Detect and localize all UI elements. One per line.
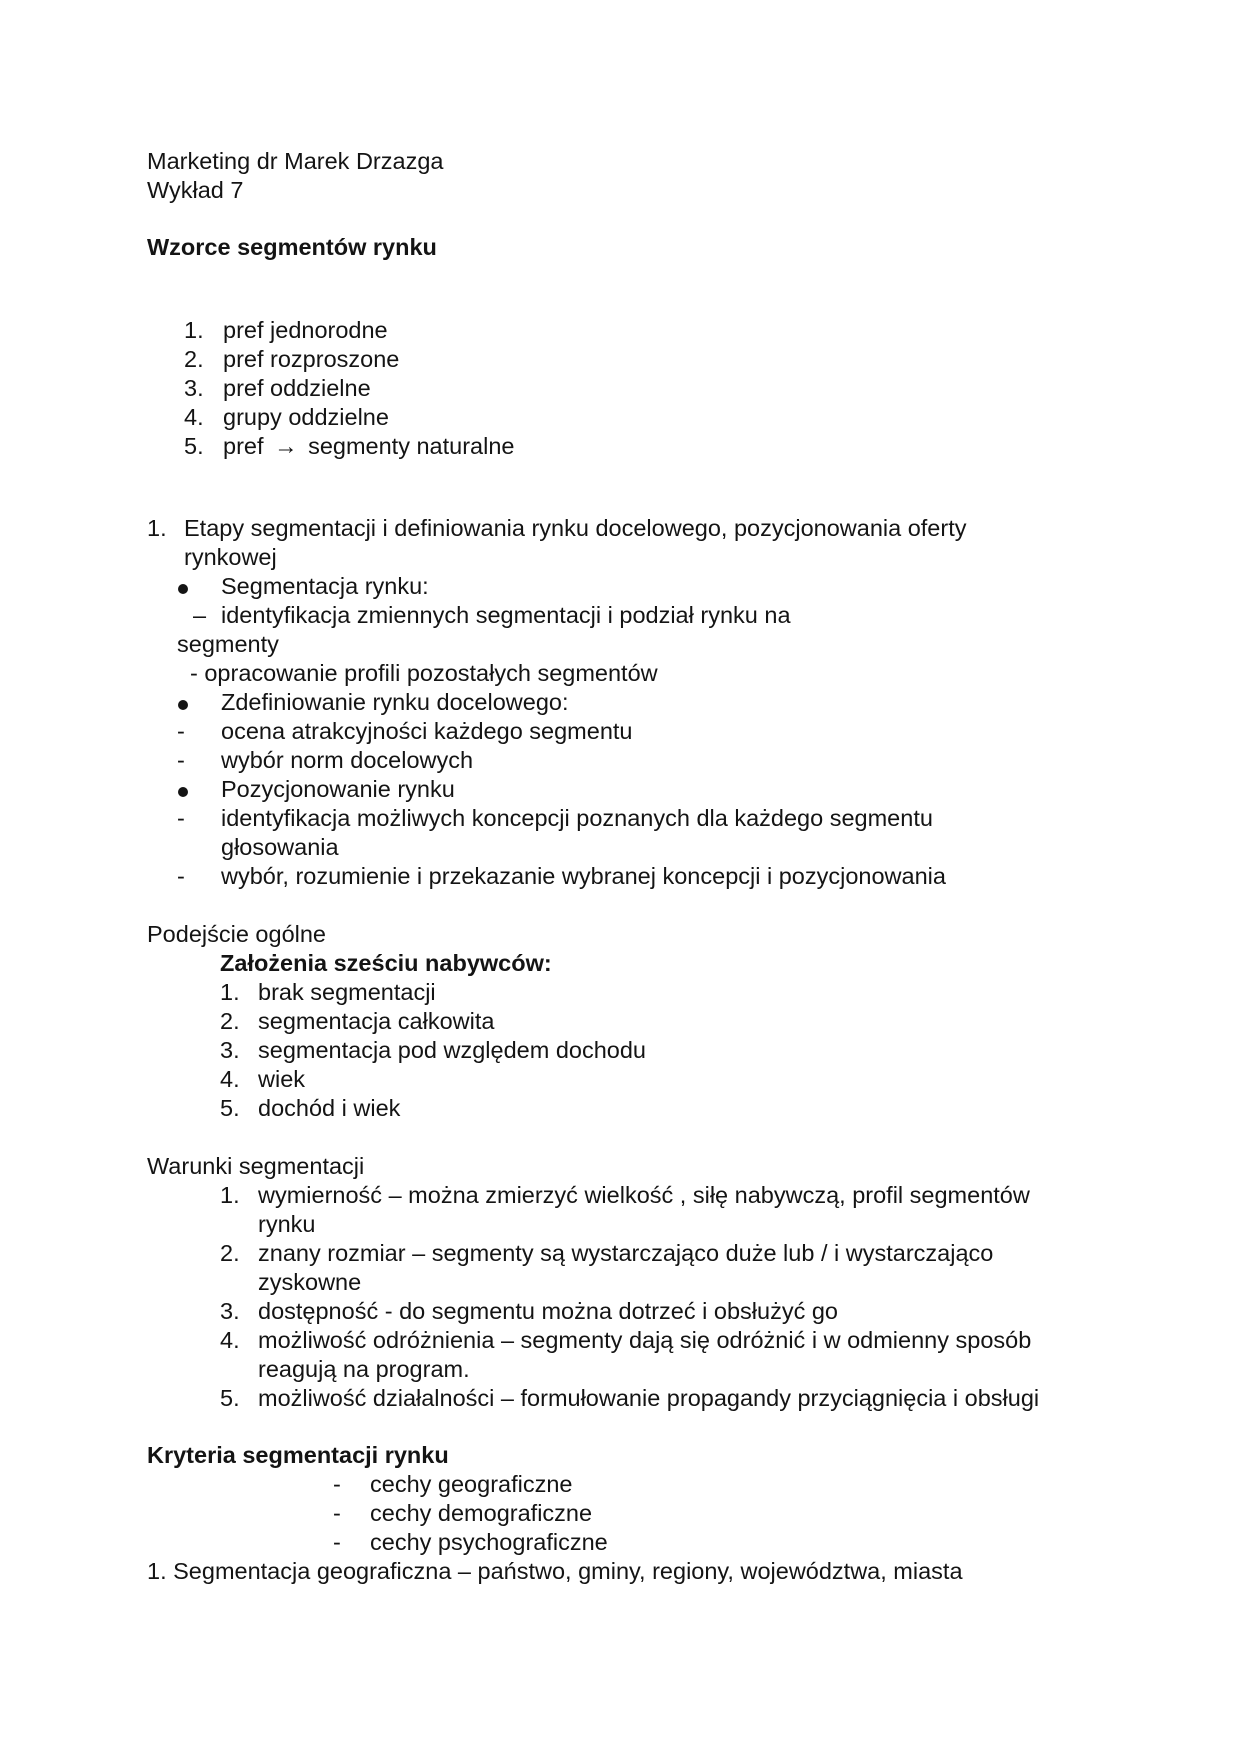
list-item: możliwość odróżnienia – segmenty dają się odróżnić i w odmienny sposób bbox=[258, 1327, 1032, 1353]
list-item: znany rozmiar – segmenty są wystarczająco duże lub / i wystarczająco bbox=[258, 1240, 994, 1266]
list-number: 4. bbox=[184, 404, 204, 430]
list-number: 3. bbox=[184, 375, 204, 401]
bullet-icon bbox=[178, 584, 188, 594]
list-item-cont: zyskowne bbox=[258, 1269, 362, 1295]
dash-marker: - bbox=[177, 747, 185, 773]
section2-title-line2: rynkowej bbox=[184, 544, 277, 570]
dash-text: - opracowanie profili pozostałych segmentów bbox=[190, 660, 658, 686]
list-item: grupy oddzielne bbox=[223, 404, 389, 430]
header-line-2: Wykład 7 bbox=[147, 177, 244, 203]
list-number: 4. bbox=[220, 1327, 240, 1353]
list-number: 2. bbox=[220, 1240, 240, 1266]
dash-marker: - bbox=[177, 863, 185, 889]
list-item: segmentacja pod względem dochodu bbox=[258, 1037, 647, 1063]
list-number: 1. bbox=[220, 979, 240, 1005]
section-title-kryteria: Kryteria segmentacji rynku bbox=[147, 1442, 449, 1468]
header-line-1: Marketing dr Marek Drzazga bbox=[147, 148, 444, 174]
bullet-text: Pozycjonowanie rynku bbox=[221, 776, 455, 802]
dash-text-cont: segmenty bbox=[177, 631, 279, 657]
list-number: 5. bbox=[184, 433, 204, 459]
dash-text: identyfikacja możliwych koncepcji poznanych dla każdego segmentu bbox=[221, 805, 933, 831]
segmentation-geo-line: 1. Segmentacja geograficzna – państwo, gminy, regiony, województwa, miasta bbox=[147, 1558, 963, 1584]
list-item-cont: reagują na program. bbox=[258, 1356, 470, 1382]
bullet-icon bbox=[178, 787, 188, 797]
list-number: 5. bbox=[220, 1095, 240, 1121]
section-title-warunki: Warunki segmentacji bbox=[147, 1153, 365, 1179]
dash-text: wybór, rozumienie i przekazanie wybranej koncepcji i pozycjonowania bbox=[221, 863, 946, 889]
list-number: 5. bbox=[220, 1385, 240, 1411]
list-number: 3. bbox=[220, 1298, 240, 1324]
list-number: 3. bbox=[220, 1037, 240, 1063]
dash-text: ocena atrakcyjności każdego segmentu bbox=[221, 718, 633, 744]
list-item: możliwość działalności – formułowanie propagandy przyciągnięcia i obsługi bbox=[258, 1385, 1040, 1411]
bullet-icon bbox=[178, 700, 188, 710]
list-item: segmentacja całkowita bbox=[258, 1008, 495, 1034]
list-number: 1. bbox=[147, 515, 167, 541]
list-item: dostępność - do segmentu można dotrzeć i obsłużyć go bbox=[258, 1298, 838, 1324]
dash-marker: - bbox=[177, 805, 185, 831]
section-title-wzorce: Wzorce segmentów rynku bbox=[147, 234, 437, 260]
bullet-text: Segmentacja rynku: bbox=[221, 573, 429, 599]
list-item: dochód i wiek bbox=[258, 1095, 401, 1121]
section2-title-line1: Etapy segmentacji i definiowania rynku docelowego, pozycjonowania oferty bbox=[184, 515, 967, 541]
list-item: cechy demograficzne bbox=[370, 1500, 593, 1526]
dash-marker: - bbox=[177, 718, 185, 744]
list-number: 2. bbox=[184, 346, 204, 372]
list-item bbox=[223, 432, 514, 461]
endash-marker: – bbox=[193, 602, 207, 628]
dash-marker: - bbox=[333, 1471, 341, 1497]
dash-text: wybór norm docelowych bbox=[221, 747, 474, 773]
section-subtitle-zalozenia: Założenia sześciu nabywców: bbox=[220, 950, 552, 976]
list-item: wymierność – można zmierzyć wielkość , siłę nabywczą, profil segmentów bbox=[258, 1182, 1030, 1208]
dash-text-cont: głosowania bbox=[221, 834, 339, 860]
list-item: pref rozproszone bbox=[223, 346, 400, 372]
bullet-text: Zdefiniowanie rynku docelowego: bbox=[221, 689, 569, 715]
list-item: pref jednorodne bbox=[223, 317, 388, 343]
dash-marker: - bbox=[333, 1500, 341, 1526]
list-item: pref oddzielne bbox=[223, 375, 371, 401]
list-item-text-b: segmenty naturalne bbox=[308, 433, 515, 459]
list-item: cechy geograficzne bbox=[370, 1471, 573, 1497]
dash-marker: - bbox=[333, 1529, 341, 1555]
list-item-cont: rynku bbox=[258, 1211, 316, 1237]
list-item: cechy psychograficzne bbox=[370, 1529, 608, 1555]
list-number: 1. bbox=[184, 317, 204, 343]
section-title-podejscie: Podejście ogólne bbox=[147, 921, 326, 947]
list-number: 2. bbox=[220, 1008, 240, 1034]
list-item: brak segmentacji bbox=[258, 979, 436, 1005]
list-number: 4. bbox=[220, 1066, 240, 1092]
list-item-text-a: pref bbox=[223, 433, 264, 459]
list-item: wiek bbox=[258, 1066, 306, 1092]
arrow-right-icon: → bbox=[274, 433, 298, 459]
dash-text: identyfikacja zmiennych segmentacji i podział rynku na bbox=[221, 602, 791, 628]
list-number: 1. bbox=[220, 1182, 240, 1208]
